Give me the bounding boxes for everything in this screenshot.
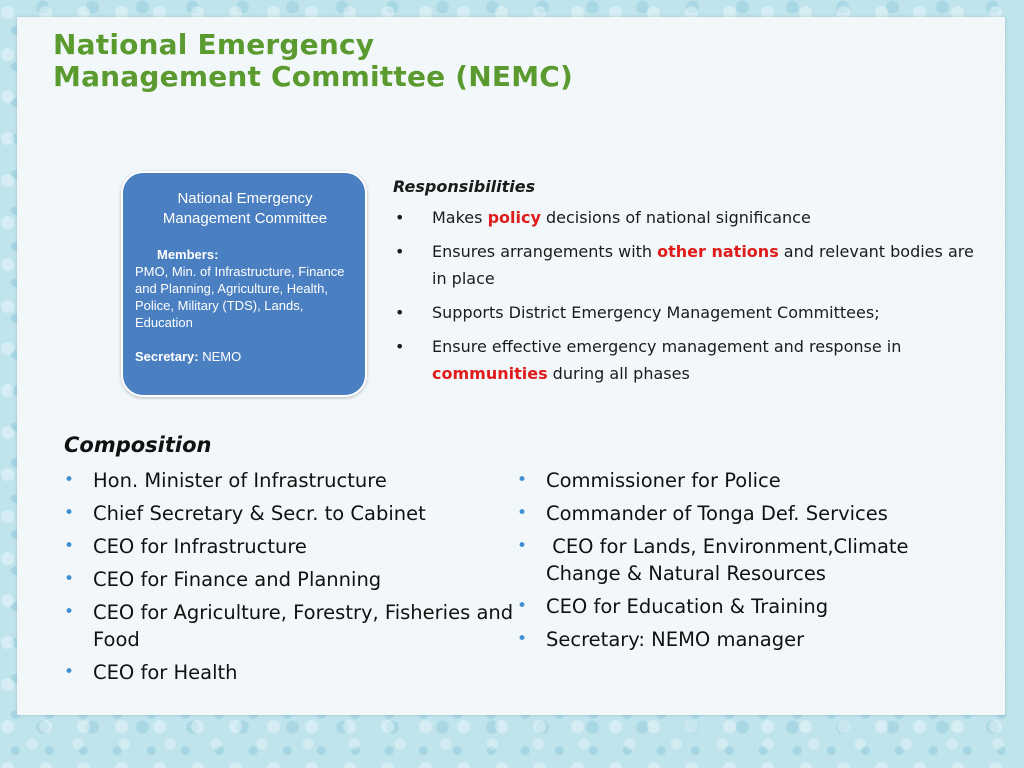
composition-item (64, 599, 520, 653)
bullet-icon: • (64, 662, 75, 682)
bullet-icon: • (64, 536, 75, 556)
composition-item (64, 533, 514, 560)
responsibilities-section (393, 177, 993, 394)
bullet-icon: • (64, 470, 75, 490)
composition-text: CEO for Health (93, 661, 238, 684)
composition-item (517, 467, 957, 494)
bullet-icon: • (517, 596, 528, 616)
responsibility-text-after: decisions of national significance (540, 208, 811, 227)
composition-item (64, 500, 514, 527)
responsibility-text-after: during all phases (547, 364, 690, 383)
composition-text: Commissioner for Police (546, 469, 781, 492)
composition-item (517, 626, 957, 653)
box-title-line2: Management Committee (162, 210, 328, 227)
composition-text: CEO for Infrastructure (93, 535, 307, 558)
responsibilities-list (393, 204, 993, 387)
responsibility-text: Ensure effective emergency management and response in (432, 337, 902, 356)
composition-text: CEO for Agriculture, Forestry, Fisheries and Food (93, 601, 520, 651)
responsibility-text: Supports District Emergency Management Committees; (432, 303, 880, 322)
composition-item (64, 659, 514, 686)
box-title-line1: National Emergency (177, 190, 313, 207)
composition-text: Secretary: NEMO manager (546, 628, 805, 651)
composition-text: CEO for Education & Training (546, 595, 829, 618)
bullet-icon: • (64, 503, 75, 523)
nemc-box (121, 171, 367, 397)
bullet-icon: • (64, 569, 75, 589)
secretary-value: NEMO (202, 349, 242, 364)
responsibility-highlight: policy (487, 208, 541, 227)
bullet-icon: • (517, 536, 528, 556)
box-title (135, 189, 355, 229)
members-text: PMO, Min. of Infrastructure, Finance and Planning, Agriculture, Health, Police, Military (TDS), Lands, Education (135, 264, 345, 330)
composition-item (517, 593, 957, 620)
composition-text: Chief Secretary & Secr. to Cabinet (93, 502, 426, 525)
responsibility-text: Ensures arrangements with (432, 242, 658, 261)
bullet-icon: • (395, 337, 405, 356)
responsibility-highlight: other nations (657, 242, 779, 261)
responsibility-text: Makes (432, 208, 488, 227)
responsibility-item (393, 238, 993, 292)
bullet-icon: • (517, 629, 528, 649)
slide-title (53, 29, 573, 93)
slide (17, 17, 1005, 715)
bullet-icon: • (395, 303, 405, 322)
composition-item (517, 533, 957, 587)
slide-title-line2: Management Committee (NEMC) (53, 60, 574, 93)
responsibility-item (393, 333, 993, 387)
composition-text: CEO for Finance and Planning (93, 568, 382, 591)
members-label: Members: (157, 247, 219, 262)
responsibilities-heading: Responsibilities (393, 177, 536, 196)
composition-item (64, 566, 514, 593)
bullet-icon: • (517, 470, 528, 490)
composition-heading: Composition (64, 433, 212, 457)
composition-text: CEO for Lands, Environment,Climate Change & Natural Resources (546, 535, 915, 585)
bullet-icon: • (64, 602, 75, 622)
responsibility-text-after: and relevant bodies are in place (432, 242, 974, 288)
composition-list-right (517, 467, 957, 659)
bullet-icon: • (517, 503, 528, 523)
composition-item (517, 500, 957, 527)
bullet-icon: • (395, 242, 405, 261)
composition-item (64, 467, 514, 494)
responsibility-item (393, 299, 993, 326)
secretary-label: Secretary: (135, 349, 199, 364)
bullet-icon: • (395, 208, 405, 227)
secretary-line (135, 348, 355, 365)
composition-list-left (64, 467, 520, 692)
responsibility-highlight: communities (432, 364, 548, 383)
composition-text: Commander of Tonga Def. Services (546, 502, 888, 525)
composition-text: Hon. Minister of Infrastructure (93, 469, 387, 492)
slide-title-line1: National Emergency (53, 28, 375, 61)
responsibility-item (393, 204, 993, 231)
